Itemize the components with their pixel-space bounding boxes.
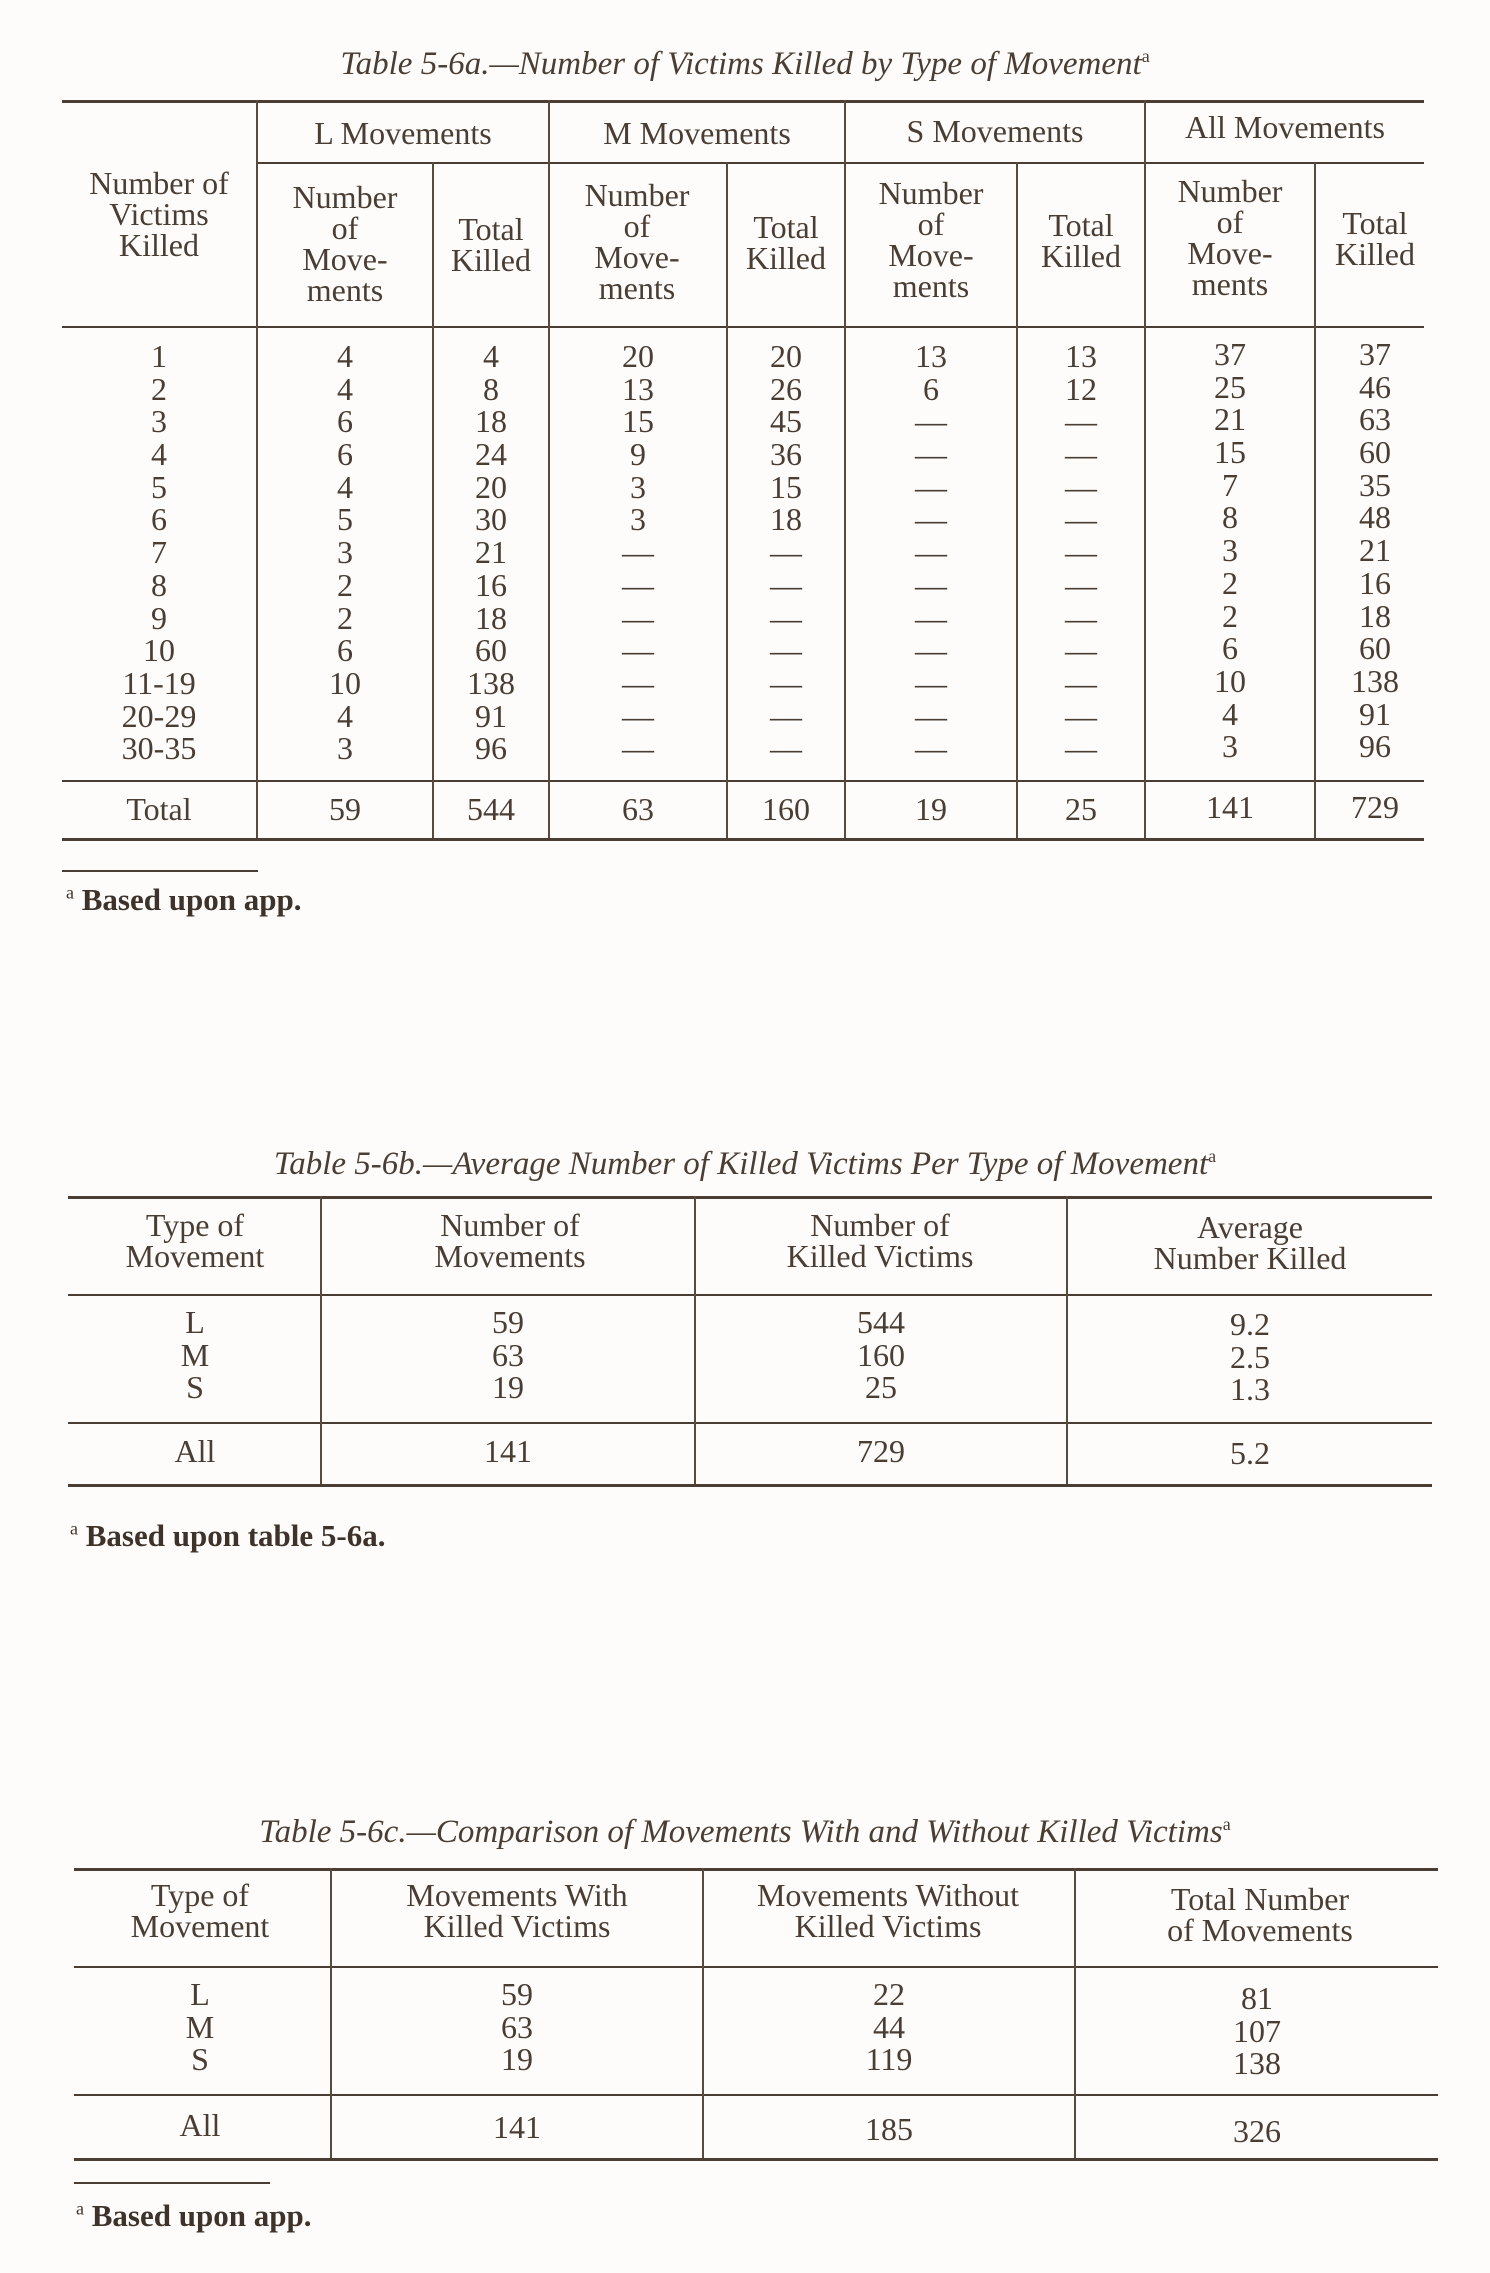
table-c-total-cell: 326 — [1233, 2113, 1281, 2149]
table-a-cell: 4 — [337, 370, 353, 407]
table-c-total-cell: 141 — [493, 2109, 541, 2145]
table-c-caption-text: Table 5-6c.—Comparison of Movements With and Without Killed Victims — [259, 1814, 1223, 1850]
table-c-footnote-mark: a — [76, 2198, 84, 2219]
table-c-cell: L — [190, 1976, 210, 2012]
table-a-cell: 91 — [1359, 695, 1391, 732]
table-a-total-cell: 63 — [622, 791, 654, 827]
table-c-caption — [0, 1814, 1490, 1851]
table-a-cell: — — [770, 730, 802, 767]
table-b-footnote — [70, 1518, 385, 1554]
table-a-cell: 91 — [475, 697, 507, 734]
table-a-cell: 13 — [1065, 338, 1097, 374]
table-a-cell: — — [1065, 534, 1097, 571]
table-a-cell: 35 — [1359, 466, 1391, 503]
table-a-cell: 16 — [1359, 564, 1391, 601]
table-a-cell: 8 — [1222, 499, 1238, 536]
table-b-cell: 2.5 — [1230, 1338, 1270, 1375]
table-a-sub-movements: Number of Move- ments — [1177, 173, 1283, 302]
table-a-cell: — — [1065, 730, 1097, 767]
table-c-cell: 59 — [501, 1976, 533, 2012]
table-a-row-label: 6 — [151, 501, 167, 538]
table-a-row-label: 20-29 — [121, 697, 197, 734]
table-a-total-cell: 19 — [915, 791, 947, 827]
table-a-cell: — — [770, 599, 802, 636]
table-a-cell: 15 — [1214, 434, 1246, 471]
table-c-cell: 19 — [501, 2041, 533, 2078]
table-b-header: Number of Killed Victims — [786, 1207, 974, 1274]
table-a-cell: 4 — [483, 338, 499, 374]
table-a-cell: — — [770, 534, 802, 571]
table-b-cell: 59 — [492, 1304, 524, 1340]
table-c-column — [100, 1978, 300, 2076]
table-b-total-cell: 729 — [857, 1433, 905, 1469]
table-a-footnote-text: Based upon app. — [81, 882, 302, 917]
table-a-total-label: Total — [126, 791, 192, 827]
table-a-cell: 3 — [1222, 532, 1238, 569]
table-c-caption-sup: a — [1222, 1814, 1231, 1834]
table-a-cell: — — [915, 632, 947, 669]
table-a-cell: 7 — [1222, 466, 1238, 503]
table-a-cell: 5 — [337, 501, 353, 538]
table-c-footnote-text: Based upon app. — [91, 2198, 312, 2233]
table-a-cell: 3 — [630, 468, 646, 505]
table-a-cell: 21 — [1359, 532, 1391, 569]
table-c-footnote — [76, 2198, 311, 2234]
table-a-caption — [0, 46, 1490, 83]
table-a-cell: 63 — [1359, 401, 1391, 438]
table-a-group-m: M Movements — [603, 115, 791, 151]
table-a-footnote — [66, 882, 301, 918]
table-a-footnote-rule — [62, 870, 258, 872]
table-a-row-label: 5 — [151, 468, 167, 505]
table-a-cell: — — [622, 697, 654, 734]
table-b-bottom-rule — [68, 1484, 1432, 1487]
table-b-footnote-text: Based upon table 5-6a. — [85, 1518, 386, 1553]
table-a-cell: 4 — [1222, 695, 1238, 732]
table-b-total-rule — [68, 1422, 1432, 1424]
table-a-cell: 20 — [770, 338, 802, 374]
table-b-cell: 25 — [865, 1369, 897, 1406]
table-a-total-cell: 25 — [1065, 791, 1097, 827]
table-b-total-cell: 5.2 — [1230, 1435, 1270, 1471]
table-b-cell: 1.3 — [1230, 1371, 1270, 1408]
table-a-cell: — — [1065, 632, 1097, 669]
table-a-label-column — [62, 340, 256, 765]
table-c-cell: 119 — [865, 2041, 913, 2078]
table-a-cell: 2 — [337, 566, 353, 603]
table-c-bottom-rule — [74, 2158, 1438, 2161]
table-a-sub-movements: Number of Move- ments — [878, 175, 984, 304]
table-a-cell: 13 — [915, 338, 947, 374]
table-b-total-cell: All — [174, 1433, 216, 1469]
table-a-cell: — — [622, 664, 654, 701]
table-a-cell: — — [770, 632, 802, 669]
table-a-cell: — — [915, 501, 947, 538]
table-a-total-cell: 59 — [329, 791, 361, 827]
table-b-cell: 63 — [492, 1336, 524, 1373]
table-a-cell: — — [915, 566, 947, 603]
table-a-cell: — — [915, 468, 947, 505]
table-a-cell: — — [1065, 501, 1097, 538]
table-a-cell: — — [622, 632, 654, 669]
table-a-cell: 96 — [1359, 728, 1391, 765]
table-a-cell: 20 — [475, 468, 507, 505]
table-a-cell: — — [1065, 697, 1097, 734]
table-a-column — [434, 340, 548, 765]
table-a-cell: 6 — [1222, 630, 1238, 667]
table-a-cell: — — [622, 730, 654, 767]
table-b-column — [90, 1306, 300, 1404]
table-c-cell: 81 — [1241, 1980, 1273, 2016]
table-c-cell: S — [191, 2041, 209, 2078]
table-b-total-cell: 141 — [484, 1433, 532, 1469]
table-a-total-cell: 141 — [1206, 789, 1254, 825]
table-a-column — [550, 340, 726, 765]
table-a-cell: — — [915, 403, 947, 440]
table-c-cell: 44 — [873, 2008, 905, 2045]
table-a-cell: 15 — [622, 403, 654, 440]
table-c-column — [1076, 1982, 1438, 2080]
table-a-cell: — — [915, 730, 947, 767]
table-a-group-s: S Movements — [906, 113, 1084, 149]
table-b-caption-text: Table 5-6b.—Average Number of Killed Victims Per Type of Movement — [273, 1146, 1209, 1182]
table-a-cell: 10 — [1214, 662, 1246, 699]
table-c-total-cell: 185 — [865, 2111, 913, 2147]
table-b-caption — [0, 1146, 1490, 1183]
table-b-cell: L — [185, 1304, 205, 1340]
table-b-column — [696, 1306, 1066, 1404]
table-a-cell: 4 — [337, 697, 353, 734]
table-c-column — [332, 1978, 702, 2076]
table-a-sub-movements: Number of Move- ments — [584, 177, 690, 306]
table-a-cell: 96 — [475, 730, 507, 767]
table-a-column — [1316, 338, 1434, 763]
table-a-header-rule — [62, 326, 1424, 328]
table-a-cell: 6 — [337, 436, 353, 473]
table-a-cell: 36 — [770, 436, 802, 473]
table-b-footnote-mark: a — [70, 1518, 78, 1539]
table-a-cell: 16 — [475, 566, 507, 603]
table-a-cell: — — [770, 664, 802, 701]
table-a-row-label: 8 — [151, 566, 167, 603]
table-a-total-cell: 729 — [1351, 789, 1399, 825]
table-b-cell: 19 — [492, 1369, 524, 1406]
table-a-cell: 18 — [475, 599, 507, 636]
table-a-cell: 26 — [770, 370, 802, 407]
table-a-row-label: 7 — [151, 534, 167, 571]
table-a-sub-killed: Total Killed — [451, 211, 531, 278]
table-a-cell: 12 — [1065, 370, 1097, 407]
table-a-cell: 6 — [337, 632, 353, 669]
table-b-header: Type of Movement — [125, 1207, 265, 1274]
table-a-cell: 24 — [475, 436, 507, 473]
table-a-row-label: 1 — [151, 338, 167, 374]
table-a-row-label: 2 — [151, 370, 167, 407]
table-a-cell: — — [915, 664, 947, 701]
table-c-total-rule — [74, 2094, 1438, 2096]
table-a-cell: — — [622, 566, 654, 603]
table-a-cell: — — [915, 534, 947, 571]
table-a-cell: — — [1065, 436, 1097, 473]
table-a-cell: 3 — [337, 730, 353, 767]
table-c-header: Type of Movement — [130, 1877, 270, 1944]
table-a-cell: — — [915, 599, 947, 636]
table-a-total-cell: 544 — [467, 791, 515, 827]
table-a-column — [1146, 338, 1314, 763]
table-a-cell: — — [1065, 566, 1097, 603]
table-c-cell: 22 — [873, 1976, 905, 2012]
table-a-column — [846, 340, 1016, 765]
table-b-cell: M — [180, 1336, 210, 1373]
table-c-header: Total Number of Movements — [1167, 1881, 1353, 1948]
table-c-cell: M — [185, 2008, 215, 2045]
table-a-cell: 10 — [329, 664, 361, 701]
table-a-cell: — — [622, 534, 654, 571]
table-a-cell: — — [770, 566, 802, 603]
table-a-column — [728, 340, 844, 765]
table-a-sub-killed: Total Killed — [1335, 205, 1415, 272]
table-a-cell: 46 — [1359, 368, 1391, 405]
table-a-cell: 21 — [475, 534, 507, 571]
table-a-cell: 6 — [923, 370, 939, 407]
table-a-cell: — — [770, 697, 802, 734]
table-a-cell: 4 — [337, 468, 353, 505]
table-a-cell: — — [1065, 403, 1097, 440]
table-a-sub-killed: Total Killed — [746, 209, 826, 276]
table-a-cell: 4 — [337, 338, 353, 374]
table-c-header: Movements With Killed Victims — [406, 1877, 628, 1944]
table-a-cell: 138 — [467, 664, 515, 701]
table-a-cell: — — [1065, 599, 1097, 636]
table-a-cell: 138 — [1351, 662, 1399, 699]
table-a-total-cell: 160 — [762, 791, 810, 827]
table-a-cell: — — [622, 599, 654, 636]
table-a-row-label: 9 — [151, 599, 167, 636]
table-a-sub-movements: Number of Move- ments — [292, 179, 398, 308]
table-a-cell: 8 — [483, 370, 499, 407]
table-a-caption-sup: a — [1141, 46, 1150, 66]
table-c-column — [704, 1978, 1074, 2076]
table-a-cell: 6 — [337, 403, 353, 440]
table-a-cell: 60 — [475, 632, 507, 669]
table-a-cell: 9 — [630, 436, 646, 473]
table-a-cell: 3 — [630, 501, 646, 538]
table-a-cell: 37 — [1359, 336, 1391, 372]
table-a-total-rule — [62, 780, 1424, 782]
table-a-row-label: 3 — [151, 403, 167, 440]
table-a-cell: 20 — [622, 338, 654, 374]
table-b-cell: 160 — [857, 1336, 905, 1373]
table-a-caption-text: Table 5-6a.—Number of Victims Killed by Type of Movement — [340, 46, 1142, 82]
table-c-total-cell: All — [179, 2107, 221, 2143]
table-b-top-rule — [68, 1196, 1432, 1199]
table-a-group-l: L Movements — [314, 115, 492, 151]
table-b-cell: 544 — [857, 1304, 905, 1340]
table-a-cell: 60 — [1359, 630, 1391, 667]
table-b-header: Number of Movements — [434, 1207, 586, 1274]
table-a-footnote-mark: a — [66, 882, 74, 903]
table-a-sub-killed: Total Killed — [1041, 207, 1121, 274]
table-a-row-label: 11-19 — [122, 664, 196, 701]
table-c-cell: 138 — [1233, 2045, 1281, 2082]
table-a-cell: 18 — [475, 403, 507, 440]
table-a-row-label: 4 — [151, 436, 167, 473]
table-c-cell: 63 — [501, 2008, 533, 2045]
table-a-column — [1018, 340, 1144, 765]
table-a-cell: 18 — [1359, 597, 1391, 634]
table-a-row-header: Number of Victims Killed — [89, 165, 229, 263]
table-c-cell: 107 — [1233, 2012, 1281, 2049]
table-a-cell: 21 — [1214, 401, 1246, 438]
table-a-cell: 30 — [475, 501, 507, 538]
table-b-column — [1068, 1308, 1432, 1406]
table-a-cell: 37 — [1214, 336, 1246, 372]
table-a-top-rule — [62, 100, 1424, 103]
table-a-cell: 45 — [770, 403, 802, 440]
table-a-row-label: 10 — [143, 632, 175, 669]
table-b-caption-sup: a — [1208, 1146, 1217, 1166]
table-c-header: Movements Without Killed Victims — [756, 1877, 1020, 1944]
table-a-row-label: 30-35 — [121, 730, 197, 767]
table-a-cell: 60 — [1359, 434, 1391, 471]
table-c-footnote-rule — [74, 2182, 270, 2184]
table-b-header-rule — [68, 1294, 1432, 1296]
table-a-cell: — — [915, 436, 947, 473]
table-a-cell: 18 — [770, 501, 802, 538]
table-a-cell: 48 — [1359, 499, 1391, 536]
table-a-column — [258, 340, 432, 765]
table-a-cell: 2 — [337, 599, 353, 636]
table-a-cell: 15 — [770, 468, 802, 505]
table-b-cell: S — [186, 1369, 204, 1406]
table-a-cell: 2 — [1222, 564, 1238, 601]
table-b-header: Average Number Killed — [1153, 1209, 1347, 1276]
table-b-column — [322, 1306, 694, 1404]
table-a-cell: 2 — [1222, 597, 1238, 634]
table-a-cell: 13 — [622, 370, 654, 407]
table-a-cell: — — [1065, 664, 1097, 701]
table-a-cell: — — [915, 697, 947, 734]
table-a-group-all: All Movements — [1185, 109, 1385, 145]
table-a-cell: 25 — [1214, 368, 1246, 405]
table-a-cell: 3 — [337, 534, 353, 571]
table-a-cell: — — [1065, 468, 1097, 505]
table-a-cell: 3 — [1222, 728, 1238, 765]
table-b-cell: 9.2 — [1230, 1306, 1270, 1342]
table-c-header-rule — [74, 1966, 1438, 1968]
table-c-top-rule — [74, 1868, 1438, 1871]
table-a-bottom-rule — [62, 838, 1424, 841]
